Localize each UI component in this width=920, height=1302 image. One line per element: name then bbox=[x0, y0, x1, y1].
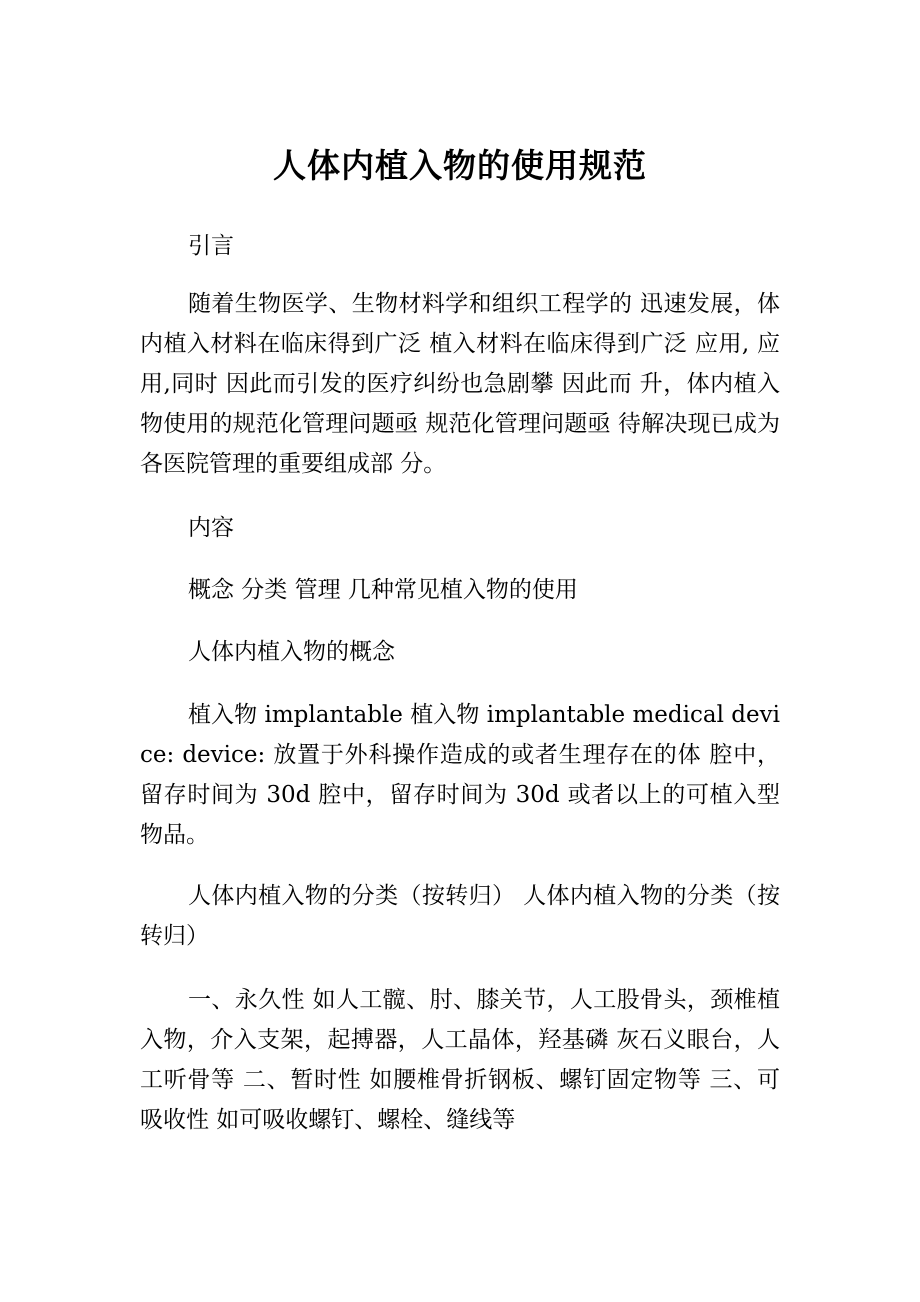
paragraph-classification-heading: 人体内植入物的分类（按转归） 人体内植入物的分类（按转归） bbox=[140, 883, 780, 949]
paragraph-contents-heading: 内容 bbox=[188, 515, 234, 541]
paragraph-concept-body: 植入物 implantable 植入物 implantable medical device: device: 放置于外科操作造成的或者生理存在的体 腔中，留存时间为 30d 腔中，留存时间为 30d 或者以上的可植入型 物品。 bbox=[140, 702, 780, 848]
document-title: 人体内植入物的使用规范 bbox=[273, 146, 647, 185]
paragraph-concept-heading: 人体内植入物的概念 bbox=[188, 639, 395, 665]
paragraph-classification-body: 一、永久性 如人工髋、肘、膝关节，人工股骨头，颈椎植 入物，介入支架，起搏器，人工晶体，羟基磷 灰石义眼台，人工听骨等 二、暂时性 如腰椎骨折钢板、螺钉固定物等 三、可吸收性 如可吸收螺钉、螺栓、缝线等 bbox=[140, 987, 780, 1133]
paragraph-introduction-body: 随着生物医学、生物材料学和组织工程学的 迅速发展，体内植入材料在临床得到广泛 植入材料在临床得到广泛 应用, 应用,同时 因此而引发的医疗纠纷也急剧攀 因此而 升，体内植入物使用的规范化管理问题亟 规范化管理问题亟 待解决现已成为各医院管理的重要组成部 分。 bbox=[140, 291, 780, 477]
paragraph-contents-list: 概念 分类 管理 几种常见植入物的使用 bbox=[188, 577, 578, 603]
paragraph-introduction-heading: 引言 bbox=[188, 233, 234, 259]
